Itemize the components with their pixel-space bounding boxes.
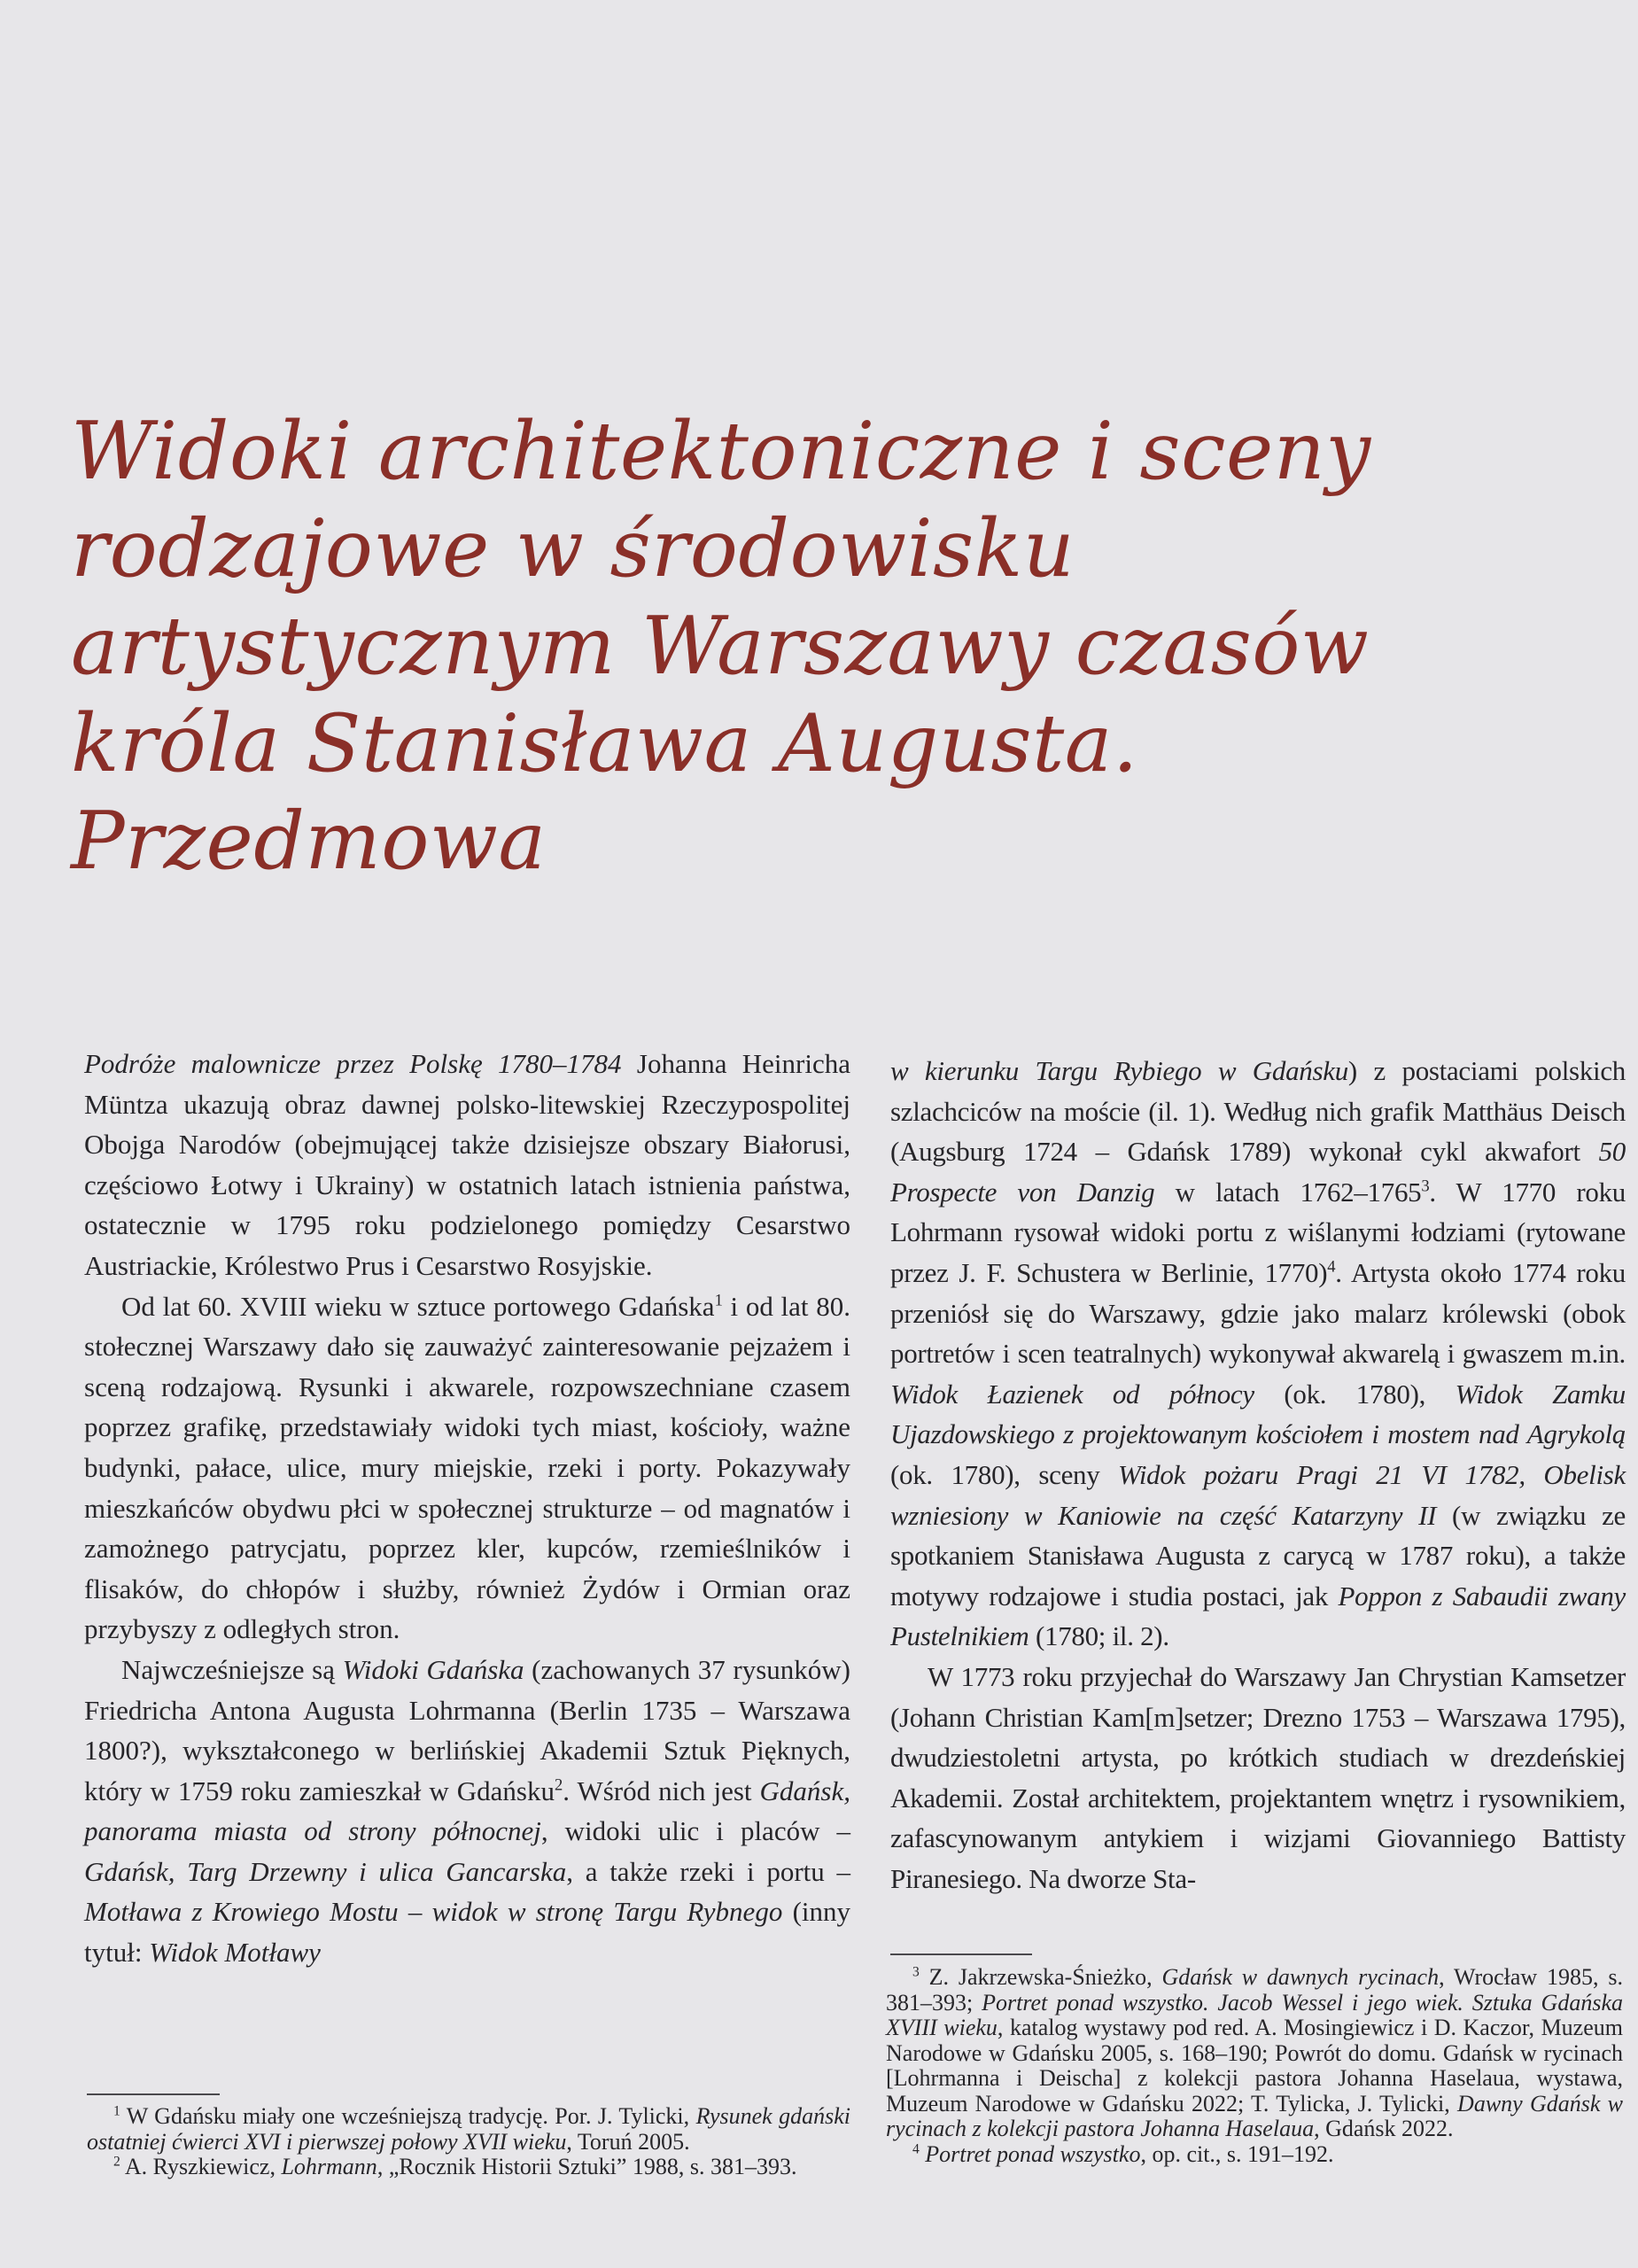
footnote-3 <box>886 1965 1623 2142</box>
footnote-ref: 3 <box>1421 1177 1430 1196</box>
footnote-title: Rysunek gdański ostatniej ćwierci XVI i pierwszej połowy XVII wieku <box>87 2103 850 2155</box>
left-column <box>84 1044 850 1973</box>
book-title: Podróże malownicze przez Polskę 1780–1784 <box>84 1048 622 1079</box>
footnote-number: 4 <box>912 2140 920 2156</box>
paragraph-text: (zachowanych 37 rysunków) Friedricha Antona Augusta Lohrmanna (Berlin 1735 – Warszawa 1800?), wykształconego w berlińskiej Akademii Sztuk Pięknych, który w 1759 roku zamieszkał w Gdańsku <box>84 1653 850 1806</box>
paragraph-text: ) z postaciami polskich szlachciców na moście (il. 1). Według nich grafik Matthäus Deisch (Augsburg 1724 – Gdańsk 1789) wykonał cykl akwafort <box>890 1055 1626 1168</box>
work-title: 50 Prospecte von Danzig <box>890 1136 1626 1208</box>
footnotes-left <box>87 2104 850 2180</box>
right-column <box>890 1051 1626 1899</box>
paragraph-text: , a także rzeki i portu – <box>566 1855 850 1887</box>
paragraph-text: . W 1770 roku Lohrmann rysował widoki portu z wiślanymi łodziami (rytowane przez J. F. Schustera w Berlinie, 1770) <box>890 1176 1626 1288</box>
footnote-text: , „Rocznik Historii Sztuki” 1988, s. 381–393. <box>377 2154 797 2179</box>
footnote-title: Portret ponad wszystko <box>919 2140 1141 2167</box>
work-title: Widok Zamku Ujazdowskiego z projektowanym kościołem i mostem nad Agrykolą <box>890 1378 1626 1450</box>
title-line: artystycznym Warszawy czasów <box>71 600 1370 693</box>
footnote-title: Gdańsk w dawnych rycinach <box>1161 1964 1440 1990</box>
paragraph-text: (1780; il. 2). <box>1029 1620 1169 1652</box>
paragraph-text: , widoki ulic i placów – <box>540 1815 850 1847</box>
footnote-ref: 2 <box>554 1775 563 1795</box>
footnote-text: A. Ryszkiewicz, <box>120 2154 282 2179</box>
footnote-text: , katalog wystawy pod red. A. Mosingiewicz i D. Kaczor, Muzeum Narodowe w Gdańsku 2005, s. 168–190; Powrót do domu. Gdańsk w rycinach [Lohrmanna i Deischa] z kolekcji pastora Johanna Haselaua, wystawa, Muzeum Narodowe w Gdańsku 2022; T. Tylicka, J. Tylicki, <box>886 2015 1623 2117</box>
work-title: Widok Łazienek od północy <box>890 1378 1254 1410</box>
footnote-4 <box>886 2142 1623 2168</box>
page-title <box>71 403 1577 890</box>
footnote-text: , Wrocław 1985, s. 381–393; <box>886 1964 1623 2016</box>
title-line: króla Stanisława Augusta. <box>71 697 1138 790</box>
footnote-ref: 1 <box>714 1291 723 1310</box>
work-title: Gdańsk, panorama miasta od strony północnej <box>84 1775 850 1847</box>
footnote-rule <box>87 2093 220 2095</box>
paragraph-text: (ok. 1780), sceny <box>890 1458 1119 1490</box>
footnote-text: W Gdańsku miały one wcześniejszą tradycję. Por. J. Tylicki, <box>120 2103 696 2129</box>
footnote-2 <box>87 2155 850 2180</box>
paragraph-text: Od lat 60. XVIII wieku w sztuce portowego Gdańska <box>121 1290 715 1322</box>
paragraph-4: W 1773 roku przyjechał do Warszawy Jan Chrystian Kamsetzer (Johann Christian Kam[m]setzer; Drezno 1753 – Warszawa 1795), dwudziestoletni artysta, po krótkich studiach w drezdeńskiej Akademii. Został architektem, projektantem wnętrz i rysownikiem, zafascynowanym antykiem i wizjami Giovanniego Battisty Piranesiego. Na dworze Sta- <box>890 1660 1626 1894</box>
paragraph-text: Johanna Heinricha Müntza ukazują obraz dawnej polsko-litewskiej Rzeczypospolitej Obojga Narodów (obejmującej także dzisiejsze obszary Białorusi, częściowo Łotwy i Ukrainy) w ostatnich latach istnienia państwa, ostatecznie w 1795 roku podzielonego pomiędzy Cesarstwo Austriackie, Królestwo Prus i Cesarstwo Rosyjskie. <box>84 1048 850 1281</box>
paragraph-2 <box>84 1286 850 1650</box>
work-title: Motława z Krowiego Mostu – widok w stronę Targu Rybnego <box>84 1896 783 1928</box>
paragraph-text: (inny tytuł: <box>84 1896 850 1969</box>
footnotes-right <box>886 1965 1623 2167</box>
footnote-number: 3 <box>912 1964 920 1980</box>
footnote-rule <box>890 1953 1032 1955</box>
footnote-text: , op. cit., s. 191–192. <box>1140 2140 1334 2167</box>
paragraph-1 <box>84 1044 850 1286</box>
footnote-text: , Toruń 2005. <box>566 2128 690 2155</box>
work-title: w kierunku Targu Rybiego w Gdańsku <box>890 1055 1348 1086</box>
work-title: Gdańsk, Targ Drzewny i ulica Gancarska <box>84 1855 567 1887</box>
footnote-title: Portret ponad wszystko. Jacob Wessel i jego wiek. Sztuka Gdańska XVIII wieku <box>886 1989 1623 2040</box>
title-line: Przedmowa <box>71 795 547 888</box>
footnote-ref: 4 <box>1327 1257 1336 1277</box>
footnote-number: 2 <box>113 2154 120 2170</box>
paragraph-text: i od lat 80. stołecznej Warszawy dało się zauważyć zainteresowanie pejzażem i sceną rodzajową. Rysunki i akwarele, rozpowszechniane czasem poprzez grafikę, przedstawiały widoki tych miast, kościoły, ważne budynki, pałace, ulice, mury miejskie, rzeki i porty. Pokazywały mieszkańców obydwu płci w społecznej strukturze – od magnatów i zamożnego patrycjatu, poprzez kler, kupców, rzemieślników i flisaków, do chłopów i służby, również Żydów i Ormian oraz przybyszy z odległych stron. <box>84 1290 850 1645</box>
footnote-text: , Gdańsk 2022. <box>1314 2116 1454 2141</box>
paragraph-text: w latach 1762–1765 <box>1154 1176 1422 1208</box>
paragraph-3 <box>84 1650 850 1973</box>
footnote-title: Lohrmann <box>281 2154 377 2179</box>
paragraph-text: (w związku ze spotkaniem Stanisława Augusta z carycą w 1787 roku), a także motywy rodzajowe i studia postaci, jak <box>890 1499 1626 1612</box>
paragraph-text: . Wśród nich jest <box>563 1775 760 1806</box>
paragraph-3-cont <box>890 1051 1626 1657</box>
footnote-text: Z. Jakrzewska-Śnieżko, <box>919 1964 1162 1990</box>
footnote-title: Dawny Gdańsk w rycinach z kolekcji pastora Johanna Haselaua <box>886 2090 1624 2141</box>
paragraph-text: Najwcześniejsze są <box>121 1653 343 1685</box>
work-title: Poppon z Sabaudii zwany Pustelnikiem <box>890 1580 1626 1652</box>
title-line: rodzajowe w środowisku <box>71 502 1075 595</box>
work-title: Widok pożaru Pragi 21 VI 1782, Obelisk wzniesiony w Kaniowie na część Katarzyny II <box>890 1458 1626 1531</box>
paragraph-text: (ok. 1780), <box>1254 1378 1456 1410</box>
title-line: Widoki architektoniczne i sceny <box>71 405 1371 498</box>
work-title: Widoki Gdańska <box>342 1653 524 1685</box>
footnote-number: 1 <box>113 2103 120 2119</box>
paragraph-text: . Artysta około 1774 roku przeniósł się do Warszawy, gdzie jako malarz królewski (obok portretów i scen teatralnych) wykonywał akwarelą i gwaszem m.in. <box>890 1256 1626 1370</box>
work-title: Widok Motławy <box>149 1937 321 1969</box>
footnote-1 <box>87 2104 850 2155</box>
